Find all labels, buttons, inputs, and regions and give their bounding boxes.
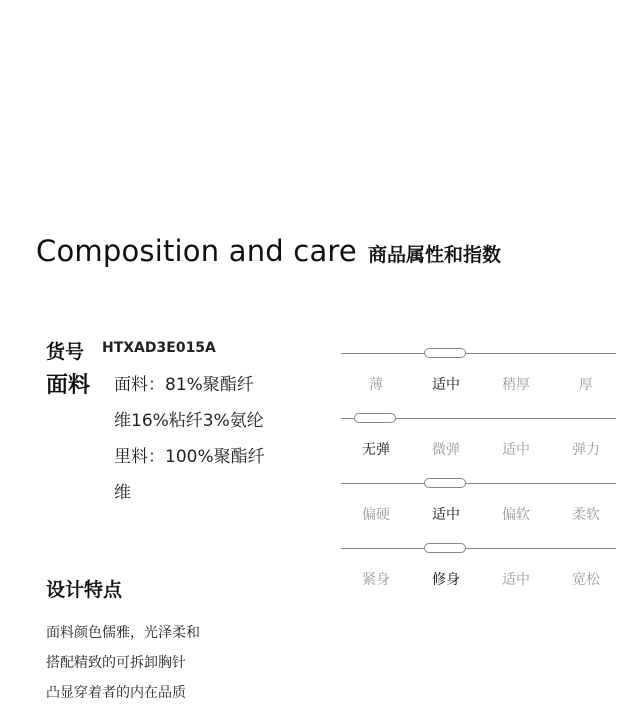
fabric-line: 维 [114,483,131,503]
section-title [36,234,501,268]
scale-option: 微弹 [432,442,460,458]
design-features-title: 设计特点 [46,579,123,601]
fit-scale-indicator [424,543,466,553]
design-feature-line: 搭配精致的可拆卸胸针 [46,655,186,671]
sku-value: HTXAD3E015A [102,340,216,356]
design-feature-line: 凸显穿着者的内在品质 [46,685,186,701]
scale-option: 偏软 [502,507,530,523]
scale-option: 偏硬 [362,507,390,523]
thickness-scale-track [341,353,616,354]
fit-scale-track [341,548,616,549]
scale-option: 适中 [502,442,530,458]
scale-option-selected: 适中 [432,507,460,523]
section-title-en: Composition and care [36,234,357,268]
scale-option: 柔软 [572,507,600,523]
scale-option: 宽松 [572,572,600,588]
scale-option-selected: 无弹 [362,442,390,458]
fabric-line: 面料：81%聚酯纤 [114,375,254,395]
elasticity-scale-track [341,418,616,419]
scale-option-selected: 适中 [432,377,460,393]
elasticity-scale-indicator [354,413,396,423]
scale-option: 厚 [579,377,593,393]
softness-scale-indicator [424,478,466,488]
design-feature-line: 面料颜色儒雅，光泽柔和 [46,625,200,641]
scale-option-selected: 修身 [432,572,460,588]
scale-option: 稍厚 [502,377,530,393]
softness-scale-track [341,483,616,484]
scale-option: 紧身 [362,572,390,588]
section-title-cn: 商品属性和指数 [368,244,502,266]
fabric-line: 维16%粘纤3%氨纶 [114,411,264,431]
fabric-line: 里料：100%聚酯纤 [114,447,265,467]
fabric-label: 面料 [46,373,91,398]
sku-label: 货号 [46,341,85,363]
scale-option: 适中 [502,572,530,588]
scale-option: 弹力 [572,442,600,458]
thickness-scale-indicator [424,348,466,358]
scale-option: 薄 [369,377,383,393]
